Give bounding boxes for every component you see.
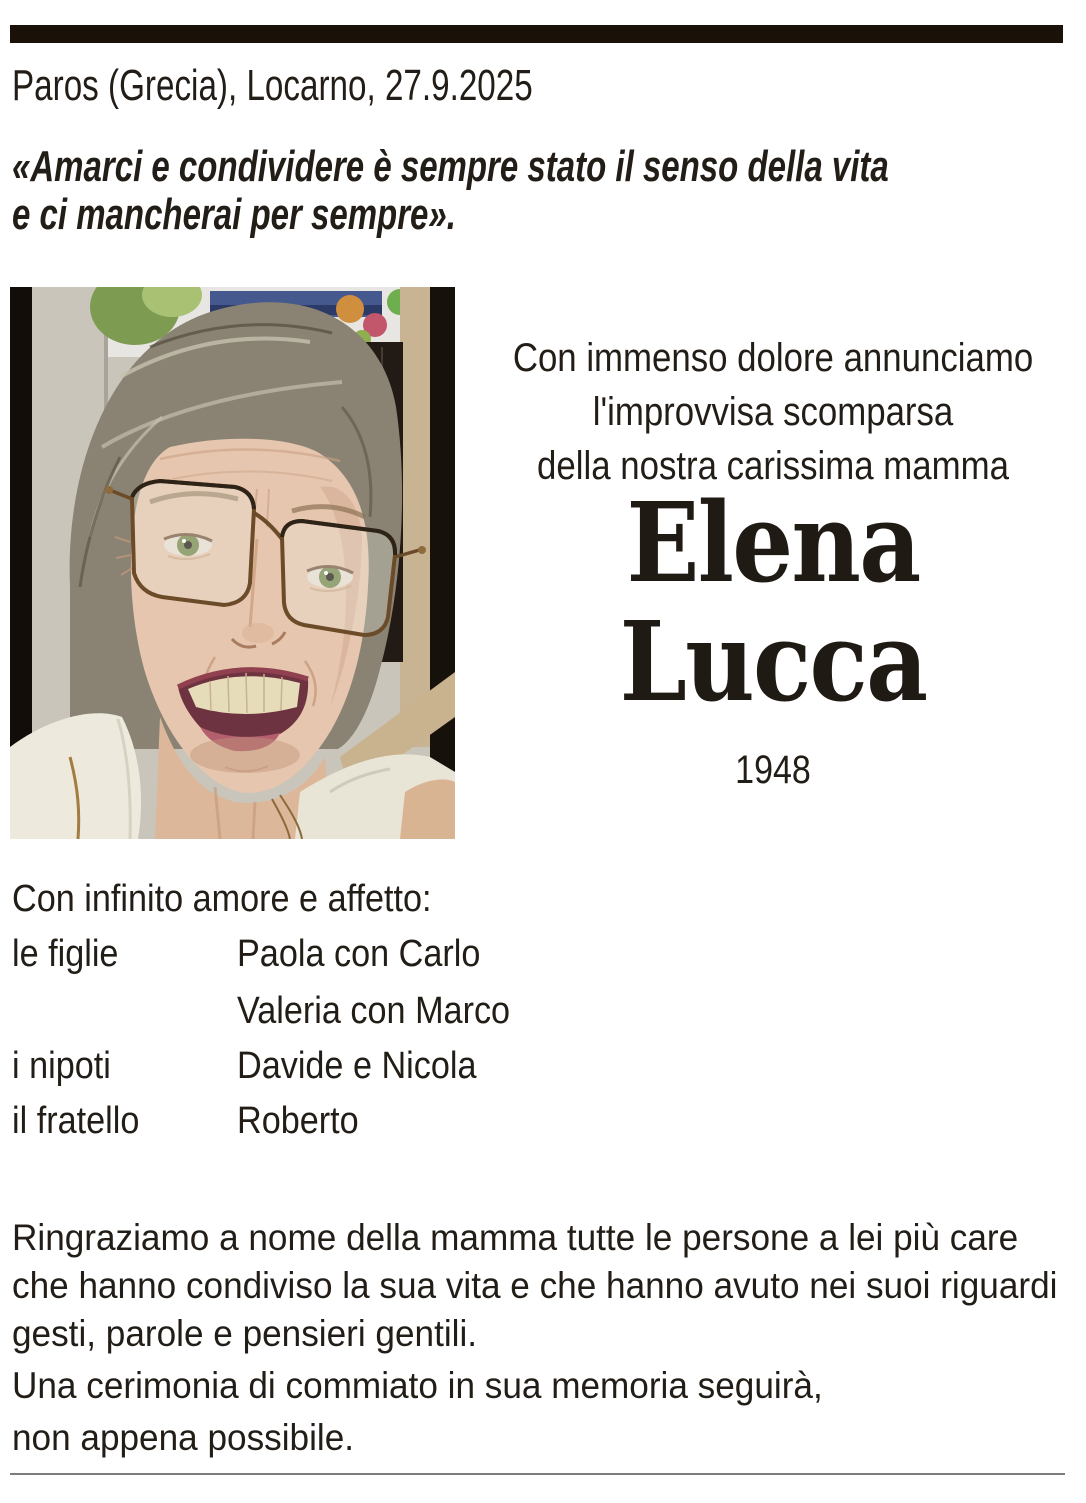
family-relation-label: i nipoti [12, 1045, 111, 1087]
family-row [12, 1043, 712, 1089]
birth-year: 1948 [735, 748, 811, 792]
family-member-names: Davide e Nicola [237, 1045, 477, 1087]
family-row [12, 931, 712, 977]
family-intro: Con infinito amore e affetto: [12, 878, 432, 920]
ceremony-line: Una cerimonia di commiato in sua memoria seguirà, [12, 1365, 823, 1406]
announcement-line: l'improvvisa scomparsa [592, 390, 954, 434]
family-relation-label: il fratello [12, 1100, 140, 1142]
announcement [501, 331, 1046, 493]
bottom-divider-rule [10, 1473, 1065, 1475]
ceremony-line: non appena possibile. [12, 1417, 355, 1458]
family-member-names: Paola con Carlo [237, 933, 481, 975]
thanks-paragraph [12, 1214, 1057, 1358]
family-member-names: Roberto [237, 1100, 359, 1142]
portrait-photo-illustration [10, 287, 455, 839]
thanks-line: gesti, parole e pensieri gentili. [12, 1313, 478, 1354]
portrait-photo [10, 287, 455, 839]
family-relation-label: le figlie [12, 933, 119, 975]
thanks-line: Ringraziamo a nome della mamma tutte le persone a lei più care [12, 1217, 1019, 1258]
announcement-line: della nostra carissima mamma [537, 444, 1009, 488]
family-row [12, 988, 712, 1034]
dateline: Paros (Grecia), Locarno, 27.9.2025 [12, 61, 533, 110]
top-divider-bar [10, 25, 1063, 43]
deceased-first-name: Elena [626, 478, 920, 607]
family-member-names: Valeria con Marco [237, 990, 511, 1032]
memorial-quote-line: «Amarci e condividere è sempre stato il senso della vita [12, 142, 889, 191]
ceremony-paragraph [12, 1360, 823, 1464]
deceased-last-name: Lucca [619, 597, 927, 726]
memorial-quote-line: e ci mancherai per sempre». [12, 190, 456, 239]
thanks-line: che hanno condiviso la sua vita e che hanno avuto nei suoi riguardi [12, 1265, 1058, 1306]
memorial-quote [12, 143, 889, 239]
announcement-line: Con immenso dolore annunciamo [512, 336, 1034, 380]
family-row [12, 1098, 712, 1144]
